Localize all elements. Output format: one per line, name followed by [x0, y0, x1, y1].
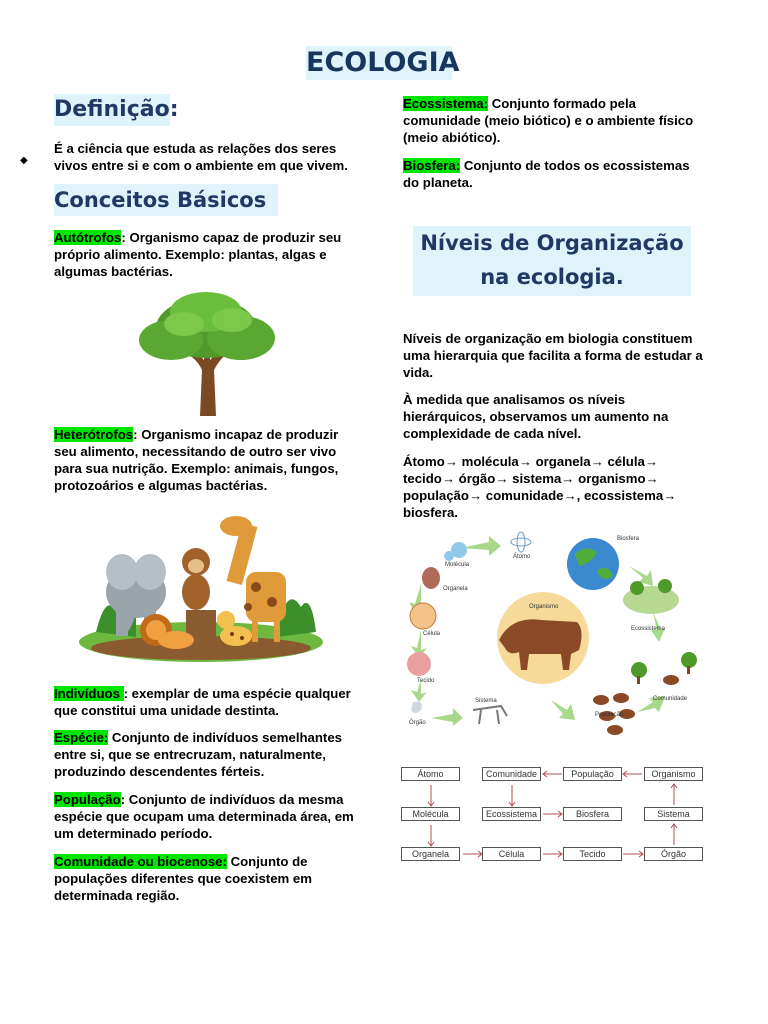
flow-box-celula: Célula — [482, 847, 541, 861]
cell-icon — [410, 603, 436, 629]
definition-text: É a ciência que estuda as relações dos seres vivos entre si e com o ambiente em que vivem. — [54, 141, 348, 173]
organization-cycle-image — [401, 530, 705, 740]
autotrofos-paragraph — [54, 229, 354, 280]
levels-flow-diagram — [401, 763, 705, 867]
flow-box-orgao: Órgão — [644, 847, 703, 861]
levels-heading-line1: Níveis de Organização — [420, 231, 684, 255]
populacao-text: : Conjunto de indivíduos da mesma espécie que ocupam uma determinada área, em um determinado período. — [54, 792, 354, 841]
definition-heading: Definição: — [54, 94, 170, 126]
cycle-label-comunidade: Comunidade — [653, 696, 688, 702]
comunidade-text: Conjunto de populações diferentes que coexistem em determinada região. — [54, 854, 312, 903]
page-title: ECOLOGIA — [306, 47, 460, 78]
heterotrofos-paragraph — [54, 426, 354, 494]
especie-text: Conjunto de indivíduos semelhantes entre si, que se entrecruzam, naturalmente, produzindo descendentes férteis. — [54, 730, 342, 779]
cycle-label-molecula: Molécula — [445, 562, 470, 568]
cycle-label-atomo: Átomo — [513, 554, 531, 560]
cycle-label-tecido: Tecido — [417, 678, 435, 684]
comunidade-paragraph — [54, 853, 354, 904]
flow-box-molecula: Molécula — [401, 807, 460, 821]
organelle-icon — [422, 567, 440, 589]
populacao-paragraph — [54, 791, 354, 842]
biosfera-text: Conjunto de todos os ecossistemas do planeta. — [403, 158, 690, 190]
ecossistema-term: Ecossistema: — [403, 96, 489, 111]
comunidade-term: Comunidade ou biocenose: — [54, 854, 227, 869]
cycle-label-orgao: Órgão — [409, 720, 426, 726]
ecossistema-text: Conjunto formado pela comunidade (meio biótico) e o ambiente físico (meio abiótico). — [403, 96, 694, 145]
tree-image — [136, 290, 276, 416]
especie-term: Espécie: — [54, 730, 109, 745]
levels-heading-line2: na ecologia. — [480, 265, 624, 289]
flow-box-ecossistema: Ecossistema — [482, 807, 541, 821]
levels-paragraph-2: À medida que analisamos os níveis hierárquicos, observamos um aumento na complexidade de cada nível. — [403, 392, 669, 441]
flow-box-atomo: Átomo — [401, 767, 460, 781]
especie-paragraph — [54, 729, 354, 780]
flow-box-biosfera: Biosfera — [563, 807, 622, 821]
autotrofos-text: : Organismo capaz de produzir seu próprio alimento. Exemplo: plantas, algas e algumas bactérias. — [54, 230, 342, 279]
individuos-text: : exemplar de uma espécie qualquer que constitui uma unidade destinta. — [54, 686, 351, 718]
levels-paragraph-3: Átomo→ molécula→ organela→ célula→ tecido→ órgão→ sistema→ organismo→ população→ comunidade→, ecossistema→ biosfera. — [403, 454, 677, 520]
cycle-label-celula: Célula — [423, 631, 441, 637]
levels-heading — [413, 226, 691, 296]
heterotrofos-term: Heterótrofos — [54, 427, 134, 442]
biosfera-term: Biosfera: — [403, 158, 461, 173]
heterotrofos-text: : Organismo incapaz de produzir seu alimento, necessitando de outro ser vivo para sua nutrição. Exemplo: animais, fungos, protozoários e algumas bactérias. — [54, 427, 339, 493]
flow-box-populacao: População — [563, 767, 622, 781]
flow-box-organismo: Organismo — [644, 767, 703, 781]
individuos-paragraph — [54, 685, 359, 719]
cycle-label-organela: Organela — [443, 586, 468, 592]
globe-icon — [567, 538, 619, 590]
cycle-label-sistema: Sistema — [475, 698, 497, 704]
cycle-label-organismo: Organismo — [529, 604, 559, 610]
populacao-term: População — [54, 792, 121, 807]
flow-box-tecido: Tecido — [563, 847, 622, 861]
flow-box-comunidade: Comunidade — [482, 767, 541, 781]
cycle-label-ecossistema: Ecossistema — [631, 626, 666, 632]
levels-paragraph-1: Níveis de organização em biologia constituem uma hierarquia que facilita a forma de estudar a vida. — [403, 331, 703, 380]
bullet-marker: ◆ — [20, 155, 28, 166]
animals-image — [76, 512, 326, 667]
flow-box-sistema: Sistema — [644, 807, 703, 821]
ecossistema-paragraph — [403, 95, 703, 146]
cycle-label-populacao: População — [595, 712, 624, 718]
concepts-heading: Conceitos Básicos — [54, 184, 278, 216]
individuos-term: Indivíduos — [54, 686, 124, 701]
autotrofos-term: Autótrofos — [54, 230, 122, 245]
flow-box-organela: Organela — [401, 847, 460, 861]
biosfera-paragraph — [403, 157, 703, 191]
tissue-icon — [407, 652, 431, 676]
cycle-label-biosfera: Biosfera — [617, 536, 640, 542]
